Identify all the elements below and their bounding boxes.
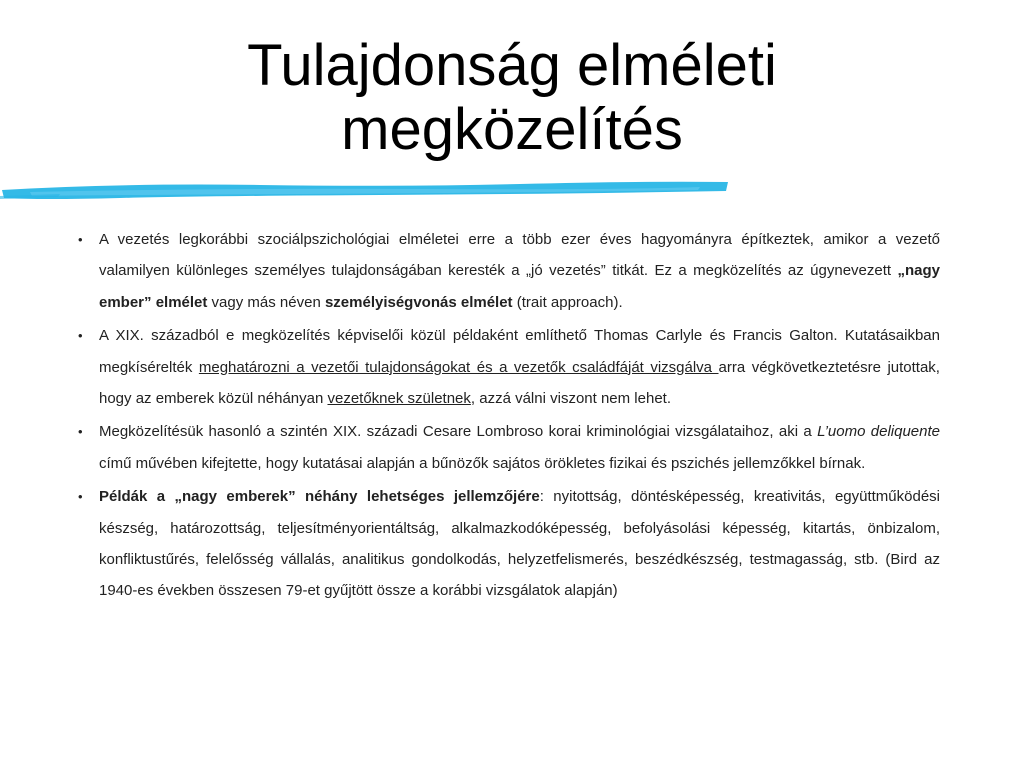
- bullet-dot: •: [78, 328, 83, 344]
- bullet-item-1: [74, 224, 940, 318]
- bullet-2-text-3: , azzá válni viszont nem lehet.: [470, 390, 672, 408]
- bullet-1-bold-term-1: „nagy ember” elmélet: [99, 262, 940, 311]
- bullet-1-bold-term-2: személyiségvonás elmélet: [324, 293, 513, 311]
- bullet-dot: •: [78, 232, 83, 247]
- slide-title: [0, 34, 1024, 162]
- bullet-2-text-2: arra végkövetkeztetésre jutottak, hogy az emberek közül néhányan: [99, 358, 940, 408]
- bullet-1-text-3: (trait approach).: [512, 293, 623, 311]
- title-line-2: megközelítés: [341, 97, 683, 162]
- bullet-dot: •: [78, 424, 83, 440]
- bullet-list: [74, 224, 940, 609]
- bullet-item-3: [74, 416, 940, 479]
- title-line-1: Tulajdonság elméleti: [247, 33, 777, 98]
- bullet-2-underlined-2: vezetőknek születnek: [327, 390, 471, 408]
- bullet-4-bold-lead: Példák a „nagy emberek” néhány lehetséges jellemzőjére: [99, 488, 540, 506]
- bullet-2-text-1: A XIX. századból e megközelítés képviselői közül példaként említhető Thomas Carlyle és Francis Galton. Kutatásaikban megkísérelték: [99, 327, 940, 376]
- bullet-item-4: [74, 481, 940, 607]
- bullet-2-underlined-1: meghatározni a vezetői tulajdonságokat és a vezetők családfáját vizsgálva: [198, 358, 719, 376]
- bullet-item-2: [74, 320, 940, 414]
- bullet-1-text-1: A vezetés legkorábbi szociálpszichológiai elméletei erre a több ezer éves hagyományra építkeztek, amikor a vezető valamilyen különleges személyes tulajdonságában keresték a „jó vezetés” titkát. Ez a megközelítés az úgynevezett: [99, 231, 940, 280]
- bullet-3-text-1: Megközelítésük hasonló a szintén XIX. századi Cesare Lombroso korai kriminológiai vizsgálataihoz, aki a: [99, 423, 818, 441]
- bullet-3-text-2: című művében kifejtette, hogy kutatásai alapján a bűnözők sajátos örökletes fizikai és pszichés jellemzőkkel bírnak.: [99, 454, 866, 472]
- bullet-3-italic-title: L’uomo deliquente: [817, 423, 940, 441]
- bullet-dot: •: [78, 489, 83, 505]
- bullet-1-text-2: vagy más néven: [207, 293, 325, 311]
- brush-underline-accent: [0, 176, 730, 206]
- bullet-4-text: : nyitottság, döntésképesség, kreativitás, együttműködési készség, határozottság, teljesítményorientáltság, alkalmazkodóképesség, befolyásolási képesség, kitartás, önbizalom, konfliktustűrés, felelősség vállalás, analitikus gondolkodás, helyzetfelismerés, beszédkészség, testmagasság, stb. (Bird az 1940-es években összesen 79-et gyűjtött össze a korábbi vizsgálatok alapján): [99, 488, 940, 600]
